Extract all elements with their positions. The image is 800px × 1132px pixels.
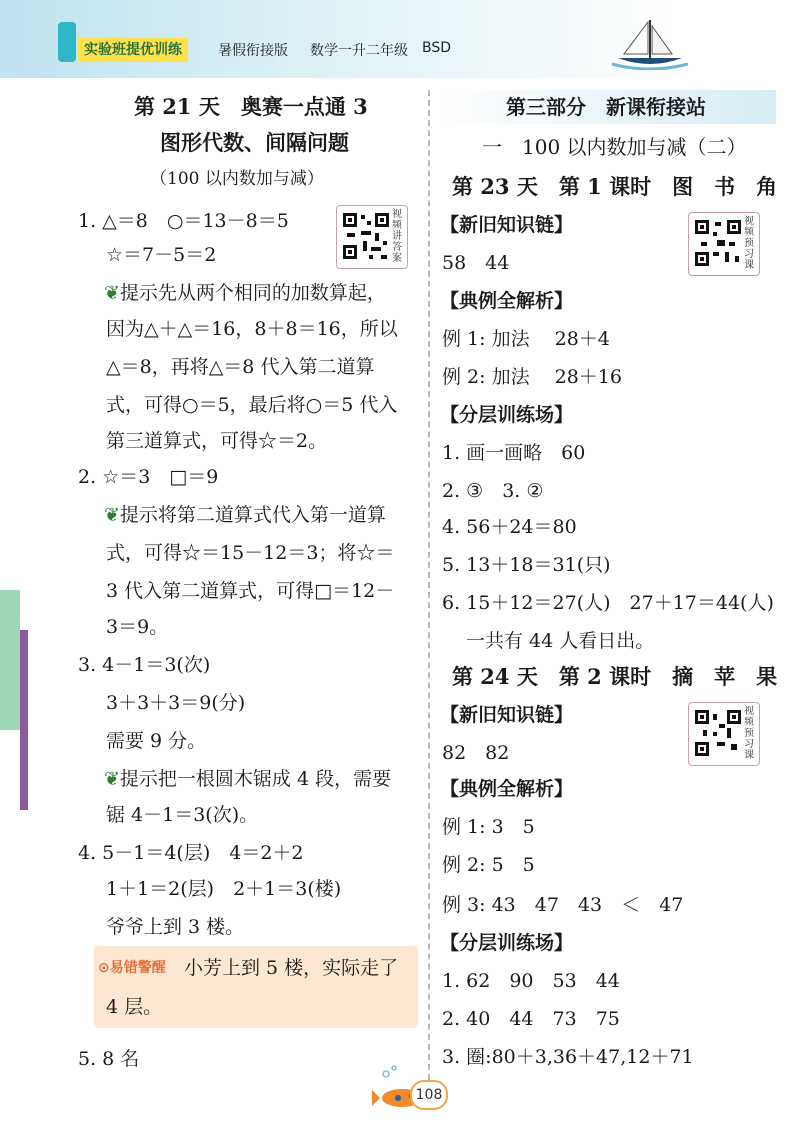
hint-line: 式，可得☆＝15－12＝3；将☆＝	[106, 542, 395, 564]
qr-code-icon	[341, 211, 391, 261]
answer-line: 5. 13＋18＝31(只)	[442, 554, 611, 576]
section-heading: 【分层训练场】	[440, 932, 574, 954]
answer-line: 2. ☆＝3 □＝9	[78, 466, 219, 488]
answer-line: 爷爷上到 3 楼。	[106, 916, 245, 938]
hint-line: ❦提示先从两个相同的加数算起，	[104, 282, 386, 304]
hint-line: ❦提示将第二道算式代入第一道算	[104, 504, 386, 526]
hint-line: ❦提示把一根圆木锯成 4 段，需要	[104, 768, 392, 790]
answer-line: 1. 画一画略 60	[442, 442, 586, 464]
hint-line: 式，可得○＝5，最后将○＝5 代入	[106, 394, 398, 416]
day24-title: 第 24 天 第 2 课时 摘 苹 果	[452, 664, 778, 689]
answer-line: 一共有 44 人看日出。	[466, 630, 655, 652]
qr-caption: 视频讲答案	[392, 209, 402, 264]
answer-line: 1. △＝8 ○＝13－8＝5	[78, 210, 289, 232]
hint-line: 因为△＋△＝16，8＋8＝16，所以	[106, 318, 398, 340]
answer-line: 2. ③ 3. ②	[442, 480, 544, 502]
brand-label: 实验班提优训练	[78, 38, 188, 62]
qr-caption: 视频预习课	[744, 706, 754, 761]
answer-line: 例 1: 加法 28＋4	[442, 328, 610, 350]
page-header	[0, 0, 800, 78]
margin-stripe-green	[0, 590, 20, 730]
answer-line: 例 2: 加法 28＋16	[442, 366, 622, 388]
answer-line: 4. 56＋24＝80	[442, 516, 577, 538]
hint-line: 锯 4－1＝3(次)。	[106, 804, 259, 826]
hint-line: 第三道算式，可得☆＝2。	[106, 430, 328, 452]
code-label: BSD	[422, 40, 452, 56]
section-heading: 【典例全解析】	[440, 290, 574, 312]
leaf-icon: ❦	[104, 768, 120, 790]
day21-subtitle: 图形代数、间隔问题	[160, 130, 349, 155]
answer-line: 6. 15＋12＝27(人) 27＋17＝44(人)	[442, 592, 774, 614]
answer-line: 1. 62 90 53 44	[442, 970, 620, 992]
qr-code-icon	[693, 708, 743, 758]
warning-text: 小芳上到 5 楼，实际走了	[184, 957, 399, 979]
page-number: 108	[410, 1080, 448, 1110]
answer-line: 需要 9 分。	[106, 730, 207, 752]
hint-line: △＝8，再将△＝8 代入第二道算	[106, 356, 375, 378]
answer-line: 例 3: 43 47 43 ＜ 47	[442, 894, 684, 916]
warning-text: 4 层。	[106, 996, 163, 1018]
answer-line: 3. 4－1＝3(次)	[78, 654, 211, 676]
answer-line: 58 44	[442, 252, 510, 274]
section-heading: 【典例全解析】	[440, 778, 574, 800]
answer-line: ☆＝7－5＝2	[106, 244, 217, 266]
section-heading: 【分层训练场】	[440, 404, 574, 426]
day23-title: 第 23 天 第 1 课时 图 书 角	[452, 174, 778, 199]
leaf-icon: ❦	[104, 504, 120, 526]
hint-line: 3＝9。	[106, 616, 169, 638]
day21-topic: （100 以内数加与减）	[150, 169, 324, 189]
qr-code-box[interactable]	[688, 212, 760, 276]
answer-line: 82 82	[442, 742, 510, 764]
answer-line: 例 2: 5 5	[442, 854, 535, 876]
answer-line: 4. 5－1＝4(层) 4＝2＋2	[78, 842, 304, 864]
answer-line: 2. 40 44 73 75	[442, 1008, 620, 1030]
edition-label: 暑假衔接版	[218, 43, 288, 59]
hint-line: 3 代入第二道算式，可得□＝12－	[106, 580, 395, 602]
qr-code-box[interactable]	[336, 205, 408, 269]
day21-title: 第 21 天 奥赛一点通 3	[134, 94, 368, 119]
answer-line: 3. 圈:80＋3,36＋47,12＋71	[442, 1046, 694, 1068]
series-logo-icon	[58, 22, 76, 62]
subject-label: 数学一升二年级	[310, 43, 408, 59]
section-heading: 【新旧知识链】	[440, 214, 574, 236]
answer-line: 例 1: 3 5	[442, 816, 535, 838]
answer-line: 5. 8 名	[78, 1048, 140, 1070]
qr-caption: 视频预习课	[744, 216, 754, 271]
sailboat-icon	[610, 18, 690, 70]
margin-stripe-purple	[20, 630, 28, 810]
section-title: 第三部分 新课衔接站	[506, 95, 706, 119]
unit-title: 一 100 以内数加与减（二）	[482, 135, 747, 159]
qr-code-icon	[693, 218, 743, 268]
answer-line: 3＋3＋3＝9(分)	[106, 692, 246, 714]
warning-tag: ⊙易错警醒	[98, 960, 166, 976]
section-heading: 【新旧知识链】	[440, 704, 574, 726]
qr-code-box[interactable]	[688, 702, 760, 766]
leaf-icon: ❦	[104, 282, 120, 304]
answer-line: 1＋1＝2(层) 2＋1＝3(楼)	[106, 878, 342, 900]
column-divider	[428, 90, 430, 1080]
